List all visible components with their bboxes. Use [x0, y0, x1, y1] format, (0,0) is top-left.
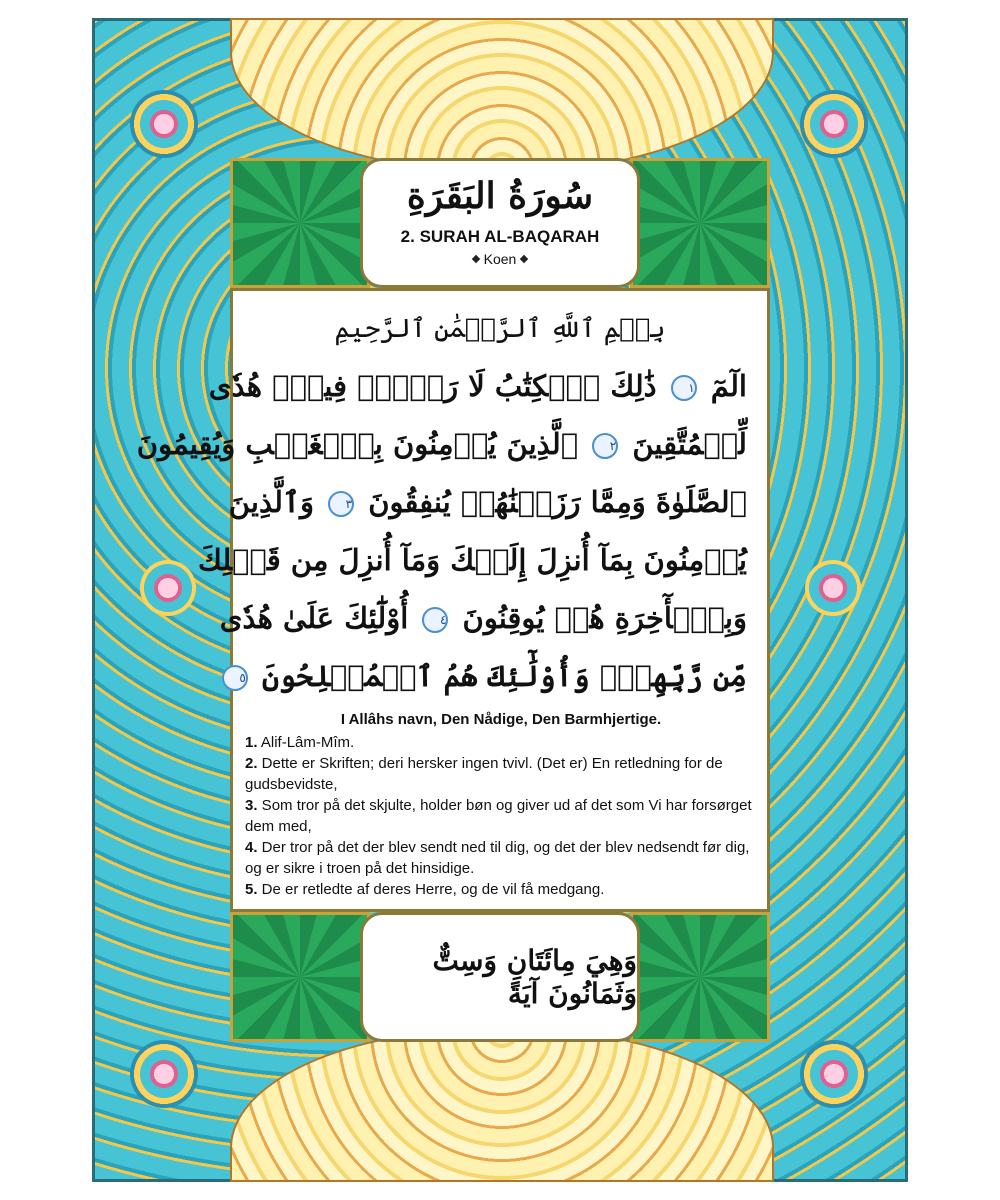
arabic-text: يُؤۡمِنُونَ بِمَآ أُنزِلَ إِلَيۡكَ وَمَآ أُنزِلَ مِن قَبۡلِكَ [197, 543, 747, 577]
text-panel [136, 288, 770, 912]
flower-medallion-icon [800, 1040, 868, 1108]
flower-medallion-icon [140, 560, 196, 616]
arabic-verse-line [219, 589, 767, 647]
ayah-number-icon: ٢ [592, 433, 618, 459]
ornament-panel-bottom-right [630, 912, 770, 1042]
arabic-verse-line [197, 531, 767, 589]
verse-count-calligraphy: وَهِيَ مِائَتَانِ وَسِتٌّ وَثَمَانُونَ آيَةً [432, 944, 637, 1010]
translation-heading: I Allâhs navn, Den Nådige, Den Barmhjertige. [340, 711, 662, 728]
arabic-text: ذَٰلِكَ ٱلۡكِتَٰبُ لَا رَيۡبَۛ فِيهِۛ هُدٗى [208, 369, 657, 403]
arabic-text: مِّن رَّبِّهِمۡۖ وَأُوْلَٰٓئِكَ هُمُ ٱلۡمُفۡلِحُونَ [261, 659, 747, 693]
translation-block [245, 709, 757, 900]
arabic-text: ٱلصَّلَوٰةَ وَمِمَّا رَزَقۡنَٰهُمۡ يُنفِقُونَ [368, 485, 747, 519]
arabic-verse-line [228, 473, 767, 531]
verse-number: 5. [245, 881, 258, 898]
arabic-text: وَٱلَّذِينَ [228, 485, 314, 519]
ayah-number-icon: ٥ [222, 665, 248, 691]
verse-text: Dette er Skriften; deri hersker ingen tvivl. (Det er) En retledning for de gudsbevidste, [245, 755, 723, 793]
verse-number: 1. [245, 734, 258, 751]
translation-verse [245, 732, 757, 753]
verse-text: Som tror på det skjulte, holder bøn og giver ud af det som Vi har forsørget dem med, [245, 797, 752, 835]
verse-number: 2. [245, 755, 258, 772]
arabic-text: أُوْلَٰٓئِكَ عَلَىٰ هُدٗى [219, 601, 409, 635]
surah-name-arabic: سُورَةُ البَقَرَةِ [406, 175, 594, 217]
ayah-number-icon: ٤ [422, 607, 448, 633]
translation-verse [245, 753, 757, 795]
surah-subtitle [363, 251, 637, 267]
ornament-panel-top-left [230, 158, 370, 288]
translation-verse [245, 837, 757, 879]
translation-verse [245, 795, 757, 837]
arabic-verse-line [233, 647, 767, 705]
diamond-icon [471, 255, 479, 263]
verse-number: 4. [245, 839, 258, 856]
diamond-icon [520, 255, 528, 263]
arabic-text: ٱلَّذِينَ يُؤۡمِنُونَ بِٱلۡغَيۡبِ وَيُقِيمُونَ [136, 427, 579, 461]
flower-medallion-icon [130, 90, 198, 158]
arabic-text-block [136, 309, 767, 705]
translation-verse [245, 879, 757, 900]
verse-number: 3. [245, 797, 258, 814]
surah-title-cartouche [360, 158, 640, 288]
ornament-panel-bottom-left [230, 912, 370, 1042]
arabic-verse-line [136, 415, 767, 473]
flower-medallion-icon [130, 1040, 198, 1108]
ayah-number-icon: ٣ [328, 491, 354, 517]
flower-medallion-icon [800, 90, 868, 158]
verse-text: Der tror på det der blev sendt ned til dig, og det der blev nedsendt før dig, og er sikre i troen på det hinsidige. [245, 839, 750, 877]
arabic-text: لِّلۡمُتَّقِينَ [632, 427, 747, 461]
arabic-text: وَبِٱلۡأٓخِرَةِ هُمۡ يُوقِنُونَ [462, 601, 747, 635]
verse-count-cartouche [360, 912, 640, 1042]
verse-text: De er retledte af deres Herre, og de vil få medgang. [257, 881, 605, 898]
basmala: بِسۡمِ ٱللَّهِ ٱلرَّحۡمَٰنِ ٱلرَّحِيمِ [334, 314, 666, 344]
arabic-verse-line [208, 357, 767, 415]
flower-medallion-icon [805, 560, 861, 616]
surah-title: 2. SURAH AL-BAQARAH [400, 227, 600, 246]
ornament-panel-top-right [630, 158, 770, 288]
ayah-number-icon: ١ [671, 375, 697, 401]
verse-text: Alif-Lâm-Mîm. [257, 734, 355, 751]
arabic-text: الٓمٓ [710, 369, 747, 403]
surah-subtitle-text: Koen [483, 251, 517, 267]
